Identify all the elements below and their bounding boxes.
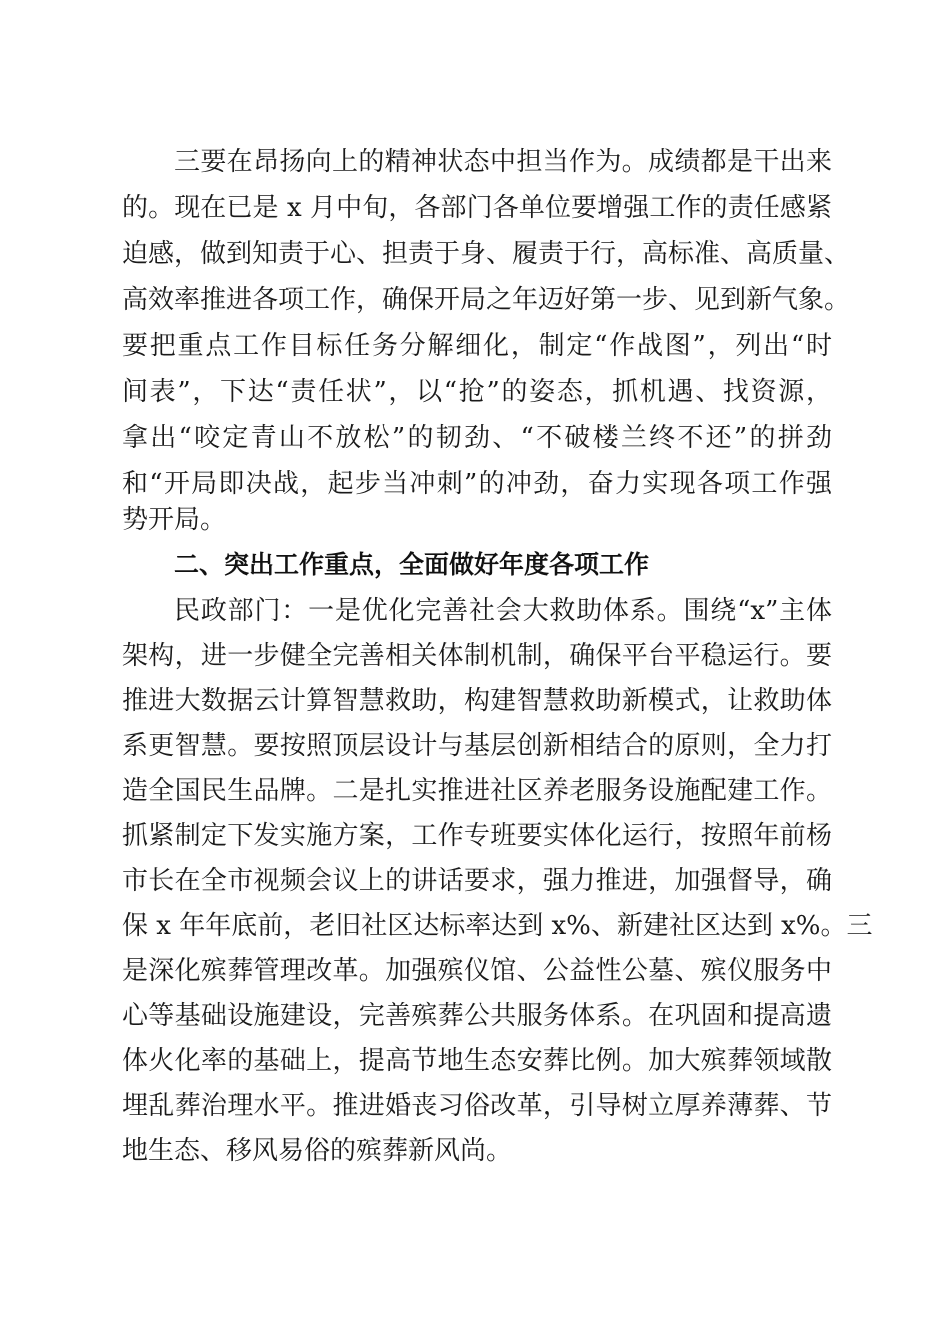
paragraph-1-line: 的。现在已是 x 月中旬，各部门各单位要增强工作的责任感紧: [122, 193, 832, 223]
section-heading: 二、突出工作重点，全面做好年度各项工作: [174, 550, 650, 579]
paragraph-1-line: 拿出“咬定青山不放松”的韧劲、“不破楼兰终不还”的拼劲: [122, 423, 832, 453]
paragraph-2-line: 体火化率的基础上，提高节地生态安葬比例。加大殡葬领域散: [122, 1046, 832, 1076]
paragraph-2-line: 市长在全市视频会议上的讲话要求，强力推进，加强督导，确: [122, 866, 832, 896]
paragraph-1-line: 要把重点工作目标任务分解细化，制定“作战图”，列出“时: [122, 331, 832, 361]
paragraph-2-line: 是深化殡葬管理改革。加强殡仪馆、公益性公墓、殡仪服务中: [122, 956, 832, 986]
paragraph-1-line: 高效率推进各项工作，确保开局之年迈好第一步、见到新气象。: [122, 285, 851, 315]
paragraph-2-line: 保 x 年年底前，老旧社区达标率达到 x%、新建社区达到 x%。三: [122, 911, 873, 941]
paragraph-2-line: 心等基础设施建设，完善殡葬公共服务体系。在巩固和提高遗: [122, 1001, 832, 1031]
paragraph-2-line: 埋乱葬治理水平。推进婚丧习俗改革，引导树立厚养薄葬、节: [122, 1091, 832, 1121]
paragraph-1-line: 势开局。: [122, 505, 227, 535]
paragraph-2-line: 造全国民生品牌。二是扎实推进社区养老服务设施配建工作。: [122, 776, 832, 806]
paragraph-2-line: 抓紧制定下发实施方案，工作专班要实体化运行，按照年前杨: [122, 821, 832, 851]
paragraph-2-line: 系更智慧。要按照顶层设计与基层创新相结合的原则，全力打: [122, 731, 832, 761]
paragraph-1-line: 迫感，做到知责于心、担责于身、履责于行，高标准、高质量、: [122, 239, 851, 269]
paragraph-2-line: 架构，进一步健全完善相关体制机制，确保平台平稳运行。要: [122, 641, 832, 671]
paragraph-2-line: 民政部门：一是优化完善社会大救助体系。围绕“x”主体: [174, 596, 832, 626]
paragraph-2-line: 推进大数据云计算智慧救助，构建智慧救助新模式，让救助体: [122, 686, 832, 716]
paragraph-2-line: 地生态、移风易俗的殡葬新风尚。: [122, 1136, 513, 1166]
paragraph-1-line: 间表”，下达“责任状”，以“抢”的姿态，抓机遇、找资源，: [122, 377, 832, 407]
paragraph-1-line: 和“开局即决战，起步当冲刺”的冲劲，奋力实现各项工作强: [122, 469, 832, 499]
paragraph-1-line: 三要在昂扬向上的精神状态中担当作为。成绩都是干出来: [174, 147, 832, 177]
